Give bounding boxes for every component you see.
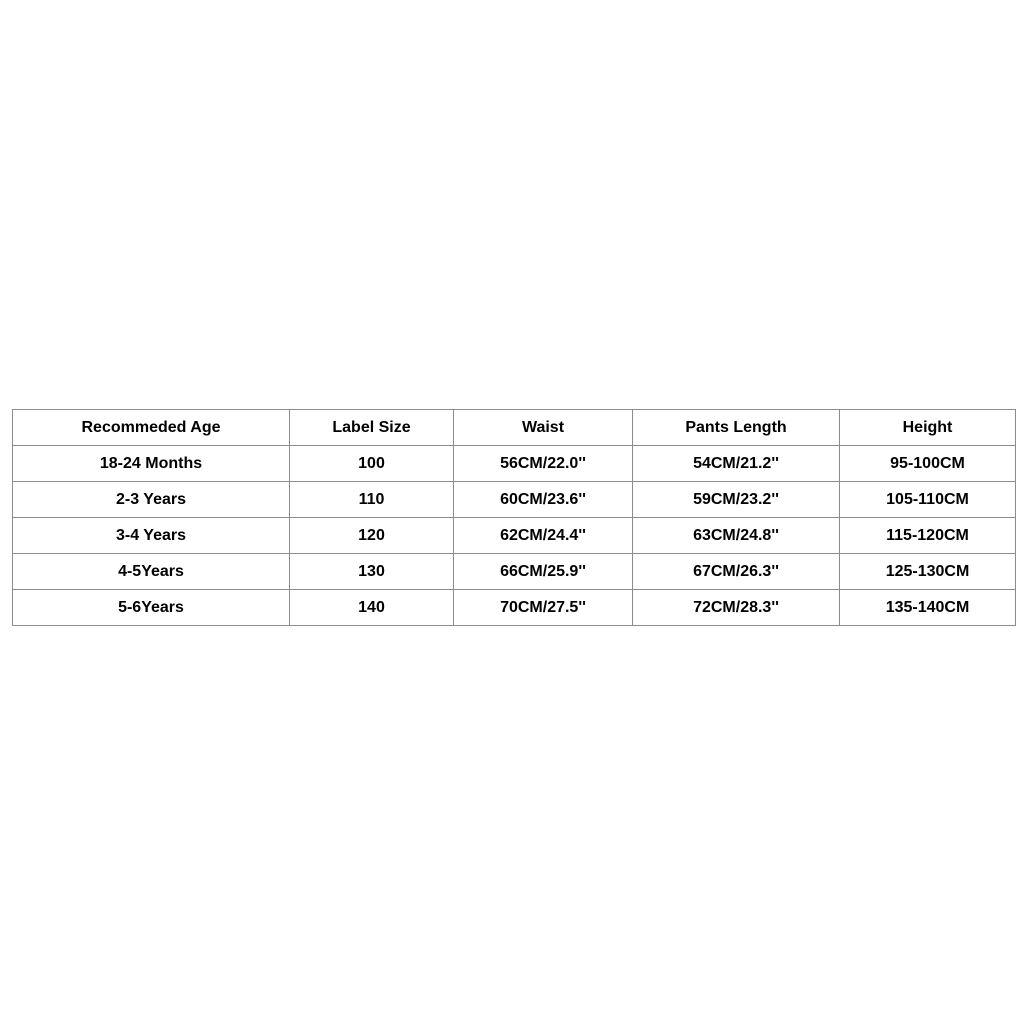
cell-label-size: 130: [290, 554, 454, 590]
cell-pants-length: 72CM/28.3'': [633, 590, 840, 626]
cell-height: 115-120CM: [840, 518, 1016, 554]
cell-pants-length: 63CM/24.8'': [633, 518, 840, 554]
cell-height: 105-110CM: [840, 482, 1016, 518]
cell-age: 5-6Years: [13, 590, 290, 626]
header-height: Height: [840, 410, 1016, 446]
cell-label-size: 120: [290, 518, 454, 554]
cell-waist: 56CM/22.0'': [454, 446, 633, 482]
cell-waist: 70CM/27.5'': [454, 590, 633, 626]
cell-height: 125-130CM: [840, 554, 1016, 590]
cell-age: 3-4 Years: [13, 518, 290, 554]
cell-waist: 62CM/24.4'': [454, 518, 633, 554]
size-chart-table: [12, 409, 1016, 626]
cell-waist: 66CM/25.9'': [454, 554, 633, 590]
cell-height: 95-100CM: [840, 446, 1016, 482]
cell-label-size: 140: [290, 590, 454, 626]
cell-age: 2-3 Years: [13, 482, 290, 518]
cell-waist: 60CM/23.6'': [454, 482, 633, 518]
cell-pants-length: 59CM/23.2'': [633, 482, 840, 518]
table-row: [13, 590, 1016, 626]
cell-height: 135-140CM: [840, 590, 1016, 626]
header-waist: Waist: [454, 410, 633, 446]
table-row: [13, 518, 1016, 554]
cell-age: 18-24 Months: [13, 446, 290, 482]
table-row: [13, 482, 1016, 518]
header-pants-length: Pants Length: [633, 410, 840, 446]
cell-pants-length: 67CM/26.3'': [633, 554, 840, 590]
cell-age: 4-5Years: [13, 554, 290, 590]
header-label-size: Label Size: [290, 410, 454, 446]
cell-label-size: 100: [290, 446, 454, 482]
cell-pants-length: 54CM/21.2'': [633, 446, 840, 482]
table-header-row: [13, 410, 1016, 446]
table-row: [13, 446, 1016, 482]
header-recommended-age: Recommeded Age: [13, 410, 290, 446]
table-row: [13, 554, 1016, 590]
cell-label-size: 110: [290, 482, 454, 518]
